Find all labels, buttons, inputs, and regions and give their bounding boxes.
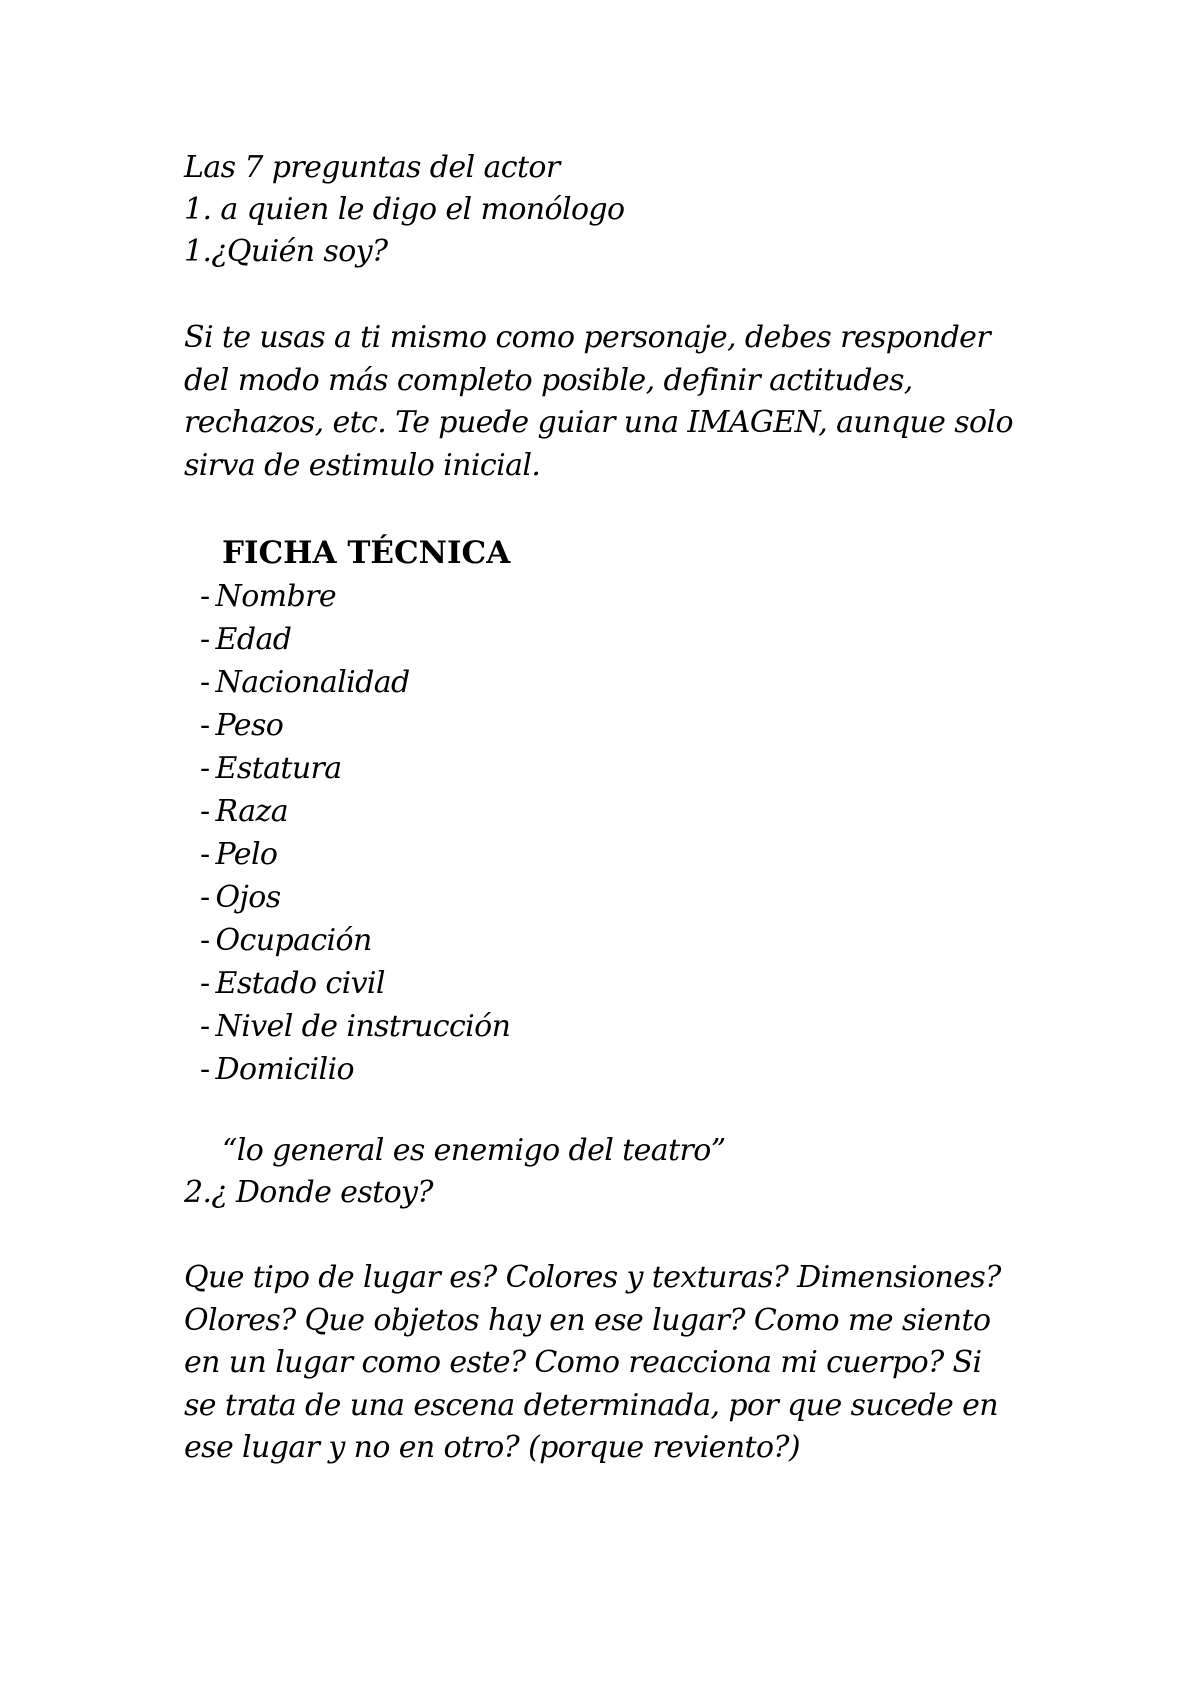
list-item	[200, 962, 510, 1005]
list-item	[200, 1005, 510, 1048]
question-2: 2.¿ Donde estoy?	[184, 1175, 433, 1210]
list-item	[200, 704, 510, 747]
paragraph-line: ese lugar y no en otro? (porque reviento?)	[184, 1430, 801, 1465]
paragraph-line: rechazos, etc. Te puede guiar una IMAGEN, aunque solo	[184, 405, 1013, 440]
field-label: Nivel de instrucción	[215, 1009, 511, 1044]
dash: -	[200, 1009, 210, 1044]
quote: “lo general es enemigo del teatro”	[222, 1133, 726, 1168]
dash: -	[200, 665, 210, 700]
note-line: 1. a quien le digo el monólogo	[184, 192, 625, 227]
dash: -	[200, 622, 210, 657]
field-label: Raza	[215, 794, 289, 829]
dash: -	[200, 837, 210, 872]
list-item	[200, 790, 510, 833]
dash: -	[200, 880, 210, 915]
field-label: Peso	[215, 708, 284, 743]
paragraph-2	[184, 1257, 1054, 1470]
field-label: Edad	[215, 622, 292, 657]
dash: -	[200, 751, 210, 786]
paragraph-line: en un lugar como este? Como reacciona mi cuerpo? Si	[184, 1345, 982, 1380]
list-item	[200, 575, 510, 618]
field-label: Nombre	[215, 579, 337, 614]
question-1: 1.¿Quién soy?	[184, 234, 388, 269]
list-item	[200, 876, 510, 919]
section-heading: FICHA TÉCNICA	[222, 535, 511, 571]
field-label: Estado civil	[215, 966, 385, 1001]
dash: -	[200, 579, 210, 614]
dash: -	[200, 794, 210, 829]
list-item	[200, 618, 510, 661]
list-item	[200, 833, 510, 876]
document-title: Las 7 preguntas del actor	[184, 150, 560, 185]
paragraph-line: Si te usas a ti mismo como personaje, debes responder	[184, 320, 991, 355]
field-label: Pelo	[215, 837, 278, 872]
dash: -	[200, 966, 210, 1001]
field-label: Estatura	[215, 751, 342, 786]
list-item	[200, 1048, 510, 1091]
list-item	[200, 661, 510, 704]
field-label: Nacionalidad	[215, 665, 410, 700]
dash: -	[200, 923, 210, 958]
paragraph-1	[184, 317, 1054, 487]
list-item	[200, 747, 510, 790]
field-list	[200, 575, 510, 1091]
paragraph-line: se trata de una escena determinada, por que sucede en	[184, 1387, 998, 1423]
paragraph-line: sirva de estimulo inicial.	[184, 447, 541, 483]
list-item	[200, 919, 510, 962]
field-label: Domicilio	[215, 1052, 354, 1087]
field-label: Ocupación	[215, 923, 372, 958]
field-label: Ojos	[215, 880, 281, 915]
paragraph-line: del modo más completo posible, definir actitudes,	[184, 362, 913, 398]
dash: -	[200, 708, 210, 743]
paragraph-line: Que tipo de lugar es? Colores y texturas? Dimensiones?	[184, 1260, 1001, 1295]
paragraph-line: Olores? Que objetos hay en ese lugar? Como me siento	[184, 1302, 991, 1338]
dash: -	[200, 1052, 210, 1087]
